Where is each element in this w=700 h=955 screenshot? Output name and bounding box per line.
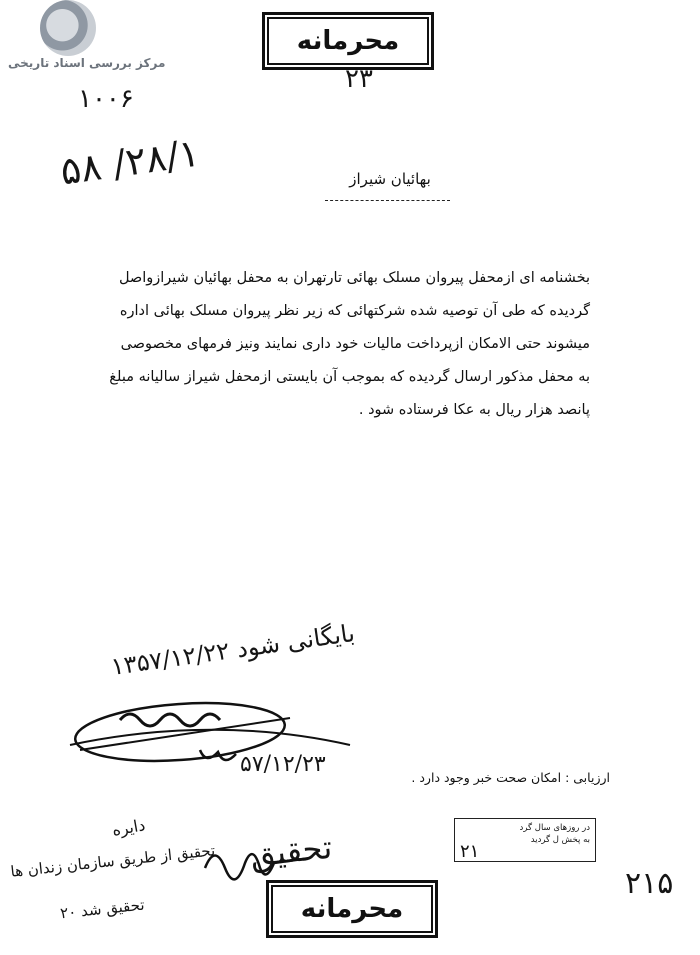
scribble-strike (70, 730, 350, 745)
classification-box-bottom (266, 880, 438, 938)
classification-label-top: محرمانه (296, 26, 400, 56)
subject-title (330, 170, 450, 188)
scribble-marks (120, 714, 220, 726)
stamp-number: ۲۱ (460, 841, 480, 862)
subject-text: بهائیان شیراز (349, 170, 431, 188)
handwritten-left-note-2: تحقیق شد ۲۰ (59, 895, 146, 923)
body-line: گردیده که طی آن توصیه شده شرکتهائی که زیر نظر پیروان مسلک بهائی اداره (119, 303, 590, 319)
handwritten-left-note: تحقیق از طریق سازمان زندان ها (9, 841, 216, 881)
side-number: ۲۱۵ (625, 866, 674, 901)
body-line: به محفل مذکور ارسال گردیده که بموجب آن بایستی ازمحفل شیراز سالیانه مبلغ (109, 369, 590, 385)
stamp-line: به پخش ل گردید (530, 835, 590, 845)
classification-box-top (262, 12, 434, 70)
watermark-text: مرکز بررسی اسناد تاریخی (8, 56, 166, 70)
handwritten-date-2: ۵۷/۱۲/۲۳ (240, 752, 326, 777)
body-line: میشوند حتی الامکان ازپرداخت مالیات خود داری نمایند ونیز فرمهای مخصوصی (120, 336, 590, 352)
registration-stamp (454, 818, 596, 862)
tahqiq-label: تحقیق (248, 827, 334, 875)
page-number: ۲۳ (345, 64, 373, 94)
subject-underline (325, 200, 450, 201)
watermark-logo-icon (40, 0, 96, 56)
handwritten-archive-note: بایگانی شود ۱۳۵۷/۱۲/۲۲ (109, 619, 357, 681)
classification-label-bottom: محرمانه (300, 894, 404, 924)
stamp-line: در روزهای سال گرد (519, 823, 590, 833)
body-line: پانصد هزار ریال به عکا فرستاده شود . (358, 402, 590, 418)
body-line: بخشنامه ای ازمحفل پیروان مسلک بهائی تارتهران به محفل بهائیان شیرازواصل (118, 270, 590, 286)
signature-stroke (205, 854, 310, 879)
department-label: دایره (110, 815, 147, 840)
body-text (92, 262, 590, 427)
reference-number: ۱۰۰۶ (78, 84, 134, 114)
assessment-text: ارزیابی : امکان صحت خبر وجود دارد . (411, 770, 610, 785)
handwritten-date: ۲۸/۱/ ۵۸ (57, 130, 203, 194)
